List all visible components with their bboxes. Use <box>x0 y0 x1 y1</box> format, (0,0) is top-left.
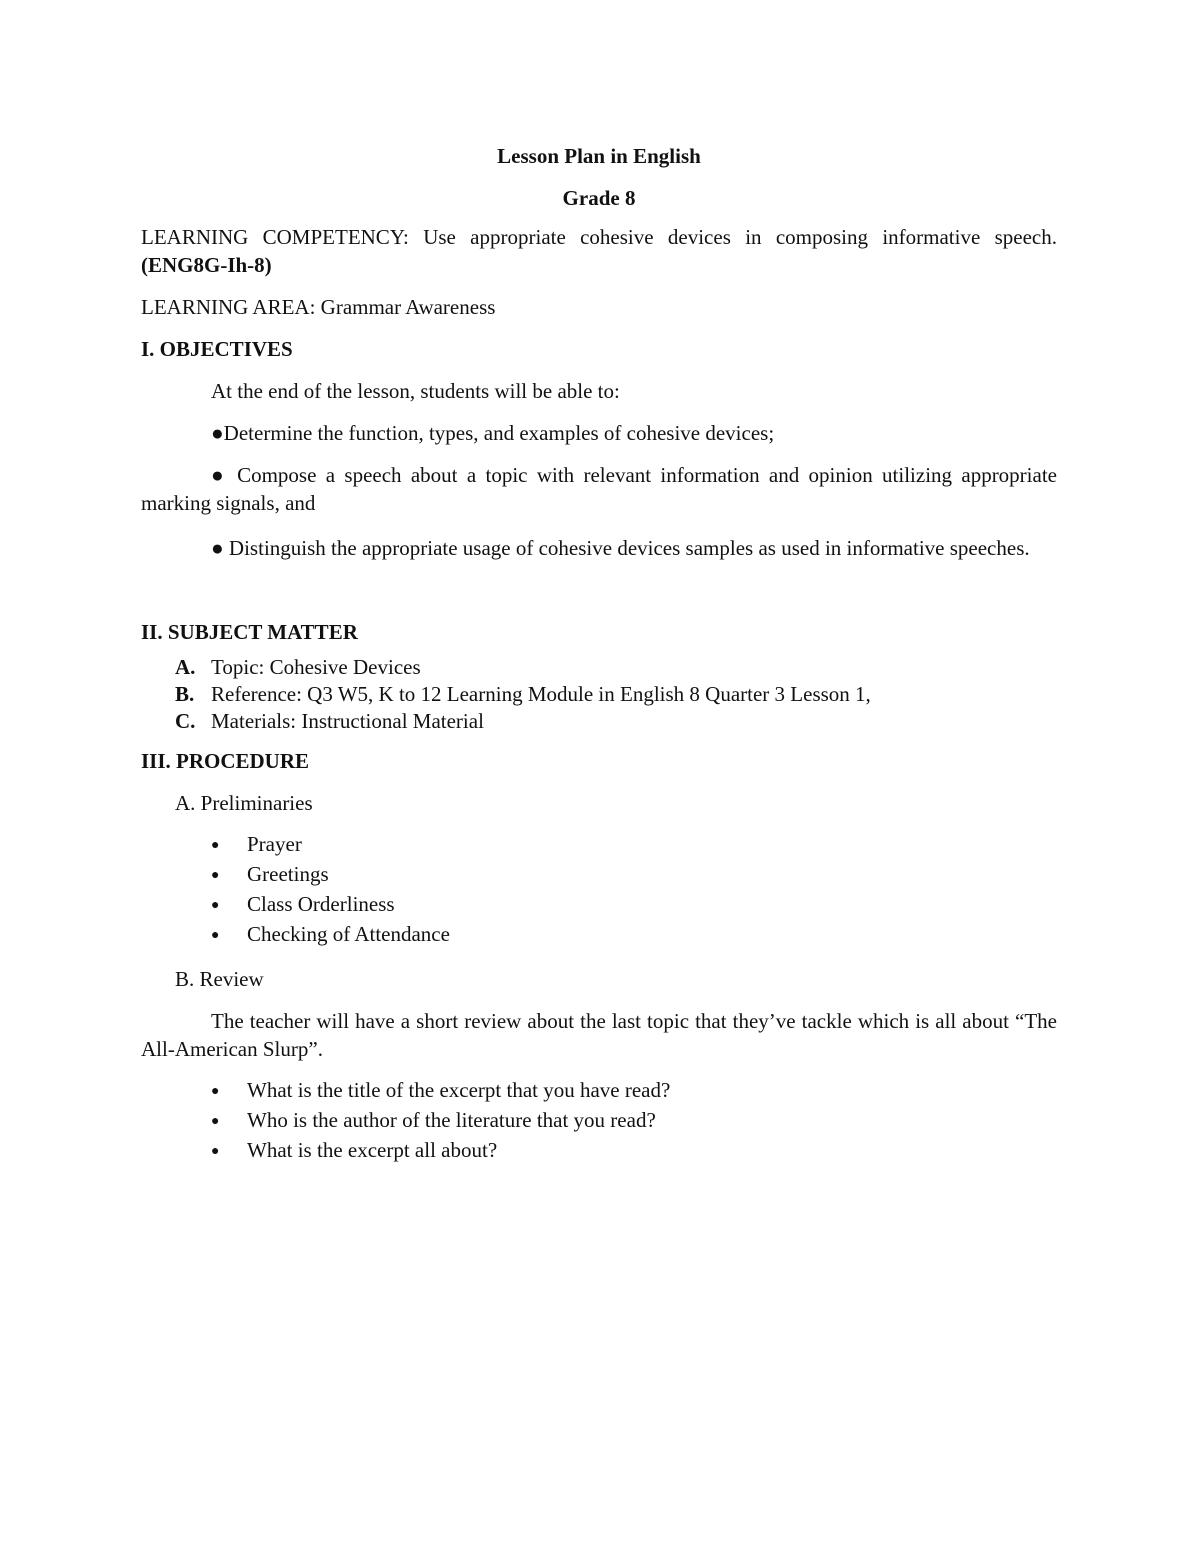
document-page <box>141 140 1057 1167</box>
list-text: Who is the author of the literature that you read? <box>247 1108 656 1132</box>
bullet-icon: ● <box>211 1084 220 1099</box>
subject-matter-heading: II. SUBJECT MATTER <box>141 620 358 644</box>
preliminaries-list <box>141 831 1057 951</box>
list-letter: C. <box>175 709 196 733</box>
list-text: Class Orderliness <box>247 892 395 916</box>
bullet-icon: ● <box>211 898 220 913</box>
list-text: Reference: Q3 W5, K to 12 Learning Module in English 8 Quarter 3 Lesson 1, <box>211 682 871 706</box>
list-letter: B. <box>175 682 195 706</box>
list-item <box>141 1107 1057 1137</box>
list-letter: A. <box>175 655 196 679</box>
review-label: B. Review <box>175 967 264 991</box>
list-text: What is the title of the excerpt that you have read? <box>247 1078 671 1102</box>
list-item <box>141 1137 1057 1167</box>
objective-item: ● Distinguish the appropriate usage of cohesive devices samples as used in informative speeches. <box>211 536 1030 560</box>
list-item <box>141 831 1057 861</box>
list-item <box>141 654 1057 681</box>
procedure-heading: III. PROCEDURE <box>141 749 310 773</box>
list-text: Materials: Instructional Material <box>211 709 484 733</box>
list-text: Checking of Attendance <box>247 922 450 946</box>
objectives-heading: I. OBJECTIVES <box>141 337 293 361</box>
document-grade: Grade 8 <box>562 186 636 210</box>
bullet-icon: ● <box>211 868 220 883</box>
list-item <box>141 1077 1057 1107</box>
list-item <box>141 681 1057 708</box>
competency-text: LEARNING COMPETENCY: Use appropriate cohesive devices in composing informative speech. <box>141 225 1057 249</box>
review-text: The teacher will have a short review about the last topic that they’ve tackle which is all about “The All-American Slurp”. <box>141 1009 1057 1061</box>
list-item <box>141 861 1057 891</box>
bullet-icon: ● <box>211 838 220 853</box>
objective-item: ●Determine the function, types, and examples of cohesive devices; <box>211 421 775 445</box>
objectives-intro: At the end of the lesson, students will be able to: <box>211 379 620 403</box>
list-text: What is the excerpt all about? <box>247 1138 498 1162</box>
preliminaries-label: A. Preliminaries <box>175 791 313 815</box>
list-item <box>141 891 1057 921</box>
list-item <box>141 921 1057 951</box>
bullet-icon: ● <box>211 1114 220 1129</box>
learning-competency <box>141 223 1057 279</box>
bullet-icon: ● <box>211 1144 220 1159</box>
list-item <box>141 708 1057 735</box>
document-title: Lesson Plan in English <box>497 144 701 168</box>
list-text: Topic: Cohesive Devices <box>211 655 421 679</box>
review-questions <box>141 1077 1057 1167</box>
subject-matter-list <box>141 654 1057 735</box>
competency-code: (ENG8G-Ih-8) <box>141 253 272 277</box>
list-text: Greetings <box>247 862 329 886</box>
bullet-icon: ● <box>211 928 220 943</box>
objective-item: ● Compose a speech about a topic with relevant information and opinion utilizing appropriate marking signals, and <box>141 463 1057 515</box>
learning-area: LEARNING AREA: Grammar Awareness <box>141 295 496 319</box>
list-text: Prayer <box>247 832 302 856</box>
